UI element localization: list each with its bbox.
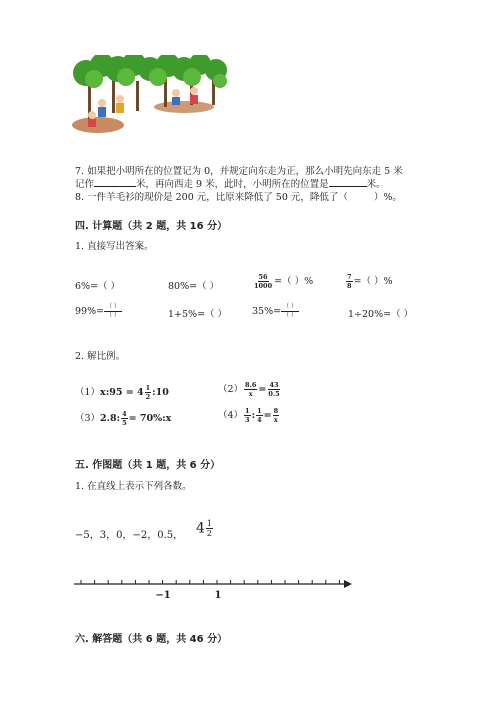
- q7-text-c: 米。: [366, 179, 386, 190]
- frac-numerator: 7: [347, 273, 352, 281]
- proportion-text: :10: [152, 387, 169, 398]
- frac-numerator: 56: [258, 273, 268, 281]
- calc-item-percent-6: 6%=（ ）: [75, 281, 121, 292]
- frac-numerator: 1: [206, 519, 213, 528]
- proportion-text: x:95 = 4: [100, 387, 144, 398]
- frac-denominator: 2: [145, 393, 151, 401]
- question-7-line-1: 7. 如果把小明所在的位置记为 0，并规定向东走为正，那么小明先向东走 5 米: [75, 166, 403, 177]
- frac-denominator: 3: [245, 416, 250, 424]
- kid-figure: [98, 99, 106, 117]
- calc-rest: =（ ）%: [353, 276, 393, 287]
- frac-denominator: （ ）: [283, 312, 297, 319]
- kid-figure: [88, 111, 96, 127]
- proportion-3: [75, 410, 171, 427]
- proportion-colon: :: [251, 410, 256, 421]
- proportion-label: （2）: [218, 384, 244, 395]
- proportion-label: （3）: [75, 413, 101, 424]
- proportion-label: （4）: [218, 410, 244, 421]
- proportion-text: = 70%:x: [128, 413, 172, 424]
- frac-numerator: 1: [245, 407, 250, 415]
- frac-numerator: 1: [257, 407, 262, 415]
- section-4-title: 四. 计算题（共 2 题，共 16 分）: [75, 221, 228, 232]
- proportion-equals: =: [263, 410, 272, 421]
- frac-numerator: （ ）: [106, 303, 120, 310]
- kid-figure: [116, 95, 124, 113]
- proportion-4: [218, 407, 280, 424]
- frac-denominator: （ ）: [106, 312, 120, 319]
- calc-item-one-div-20-percent: 1÷20%=（ ）: [348, 309, 414, 320]
- frac-denominator: x: [273, 416, 278, 424]
- frac-numerator: 43: [269, 381, 279, 389]
- frac-denominator: 8: [347, 282, 352, 290]
- q8-text-b: ）%。: [373, 192, 402, 203]
- kid-figure: [190, 87, 198, 104]
- frac-numerator: 8.6: [245, 381, 257, 389]
- answer-blank[interactable]: [329, 186, 367, 187]
- frac-denominator: 4: [257, 416, 262, 424]
- q7-text-b: 米，再向西走 9 米，此时，小明所在的位置是: [136, 179, 329, 190]
- frac-denominator: x: [248, 390, 253, 398]
- section-4-question-2: 2. 解比例。: [75, 351, 126, 362]
- frac-numerator: 4: [122, 410, 127, 418]
- proportion-1: [75, 384, 169, 401]
- calc-item-percent-35: [252, 303, 299, 320]
- frac-denominator: 0.5: [268, 390, 280, 398]
- mixed-whole: 4: [196, 520, 205, 537]
- numbers-to-plot: −5，3，0，−2，0.5，: [75, 530, 184, 541]
- calc-item-fraction-56-1000: [252, 273, 313, 290]
- axis-label-neg-1: −1: [155, 590, 171, 601]
- arrow-head-icon: [344, 580, 352, 588]
- number-line: [70, 574, 355, 604]
- calc-text: 35%=: [252, 306, 282, 317]
- calc-item-fraction-7-8: [345, 273, 393, 290]
- section-6-title: 六. 解答题（共 6 题，共 46 分）: [75, 634, 228, 645]
- section-5-question-1: 1. 在直线上表示下列各数。: [75, 481, 192, 492]
- axis-label-pos-1: 1: [214, 590, 222, 601]
- ground-patch: [72, 117, 124, 133]
- calc-rest: =（ ）%: [274, 276, 314, 287]
- ground-patch: [154, 101, 214, 113]
- tree-planting-illustration: [72, 55, 228, 135]
- frac-numerator: 8: [273, 407, 279, 415]
- calc-item-percent-80: 80%=（ ）: [168, 281, 220, 292]
- section-5-title: 五. 作图题（共 1 题，共 6 分）: [75, 460, 221, 471]
- proportion-equals: =: [258, 384, 267, 395]
- frac-denominator: 5: [122, 419, 127, 427]
- section-4-question-1: 1. 直接写出答案。: [75, 241, 154, 252]
- calc-item-percent-99: [75, 303, 122, 320]
- q7-text-a: 记作: [75, 179, 95, 190]
- answer-blank[interactable]: [94, 186, 136, 187]
- question-8: [75, 191, 402, 205]
- q8-text-a: 8. 一件羊毛衫的现价是 200 元，比原来降低了 50 元，降低了（: [75, 192, 348, 203]
- proportion-2: [218, 381, 282, 398]
- frac-numerator: 1: [145, 384, 151, 392]
- calc-text: 99%=: [75, 306, 105, 317]
- frac-denominator: 1000: [254, 282, 273, 290]
- mixed-number: [196, 519, 214, 538]
- proportion-text: 2.8:: [100, 413, 121, 424]
- frac-numerator: （ ）: [283, 303, 297, 310]
- proportion-label: （1）: [75, 387, 101, 398]
- kid-figure: [172, 89, 180, 105]
- question-7-line-2: [75, 178, 386, 192]
- frac-denominator: 2: [206, 529, 213, 538]
- calc-item-one-plus-5-percent: 1+5%=（ ）: [168, 309, 228, 320]
